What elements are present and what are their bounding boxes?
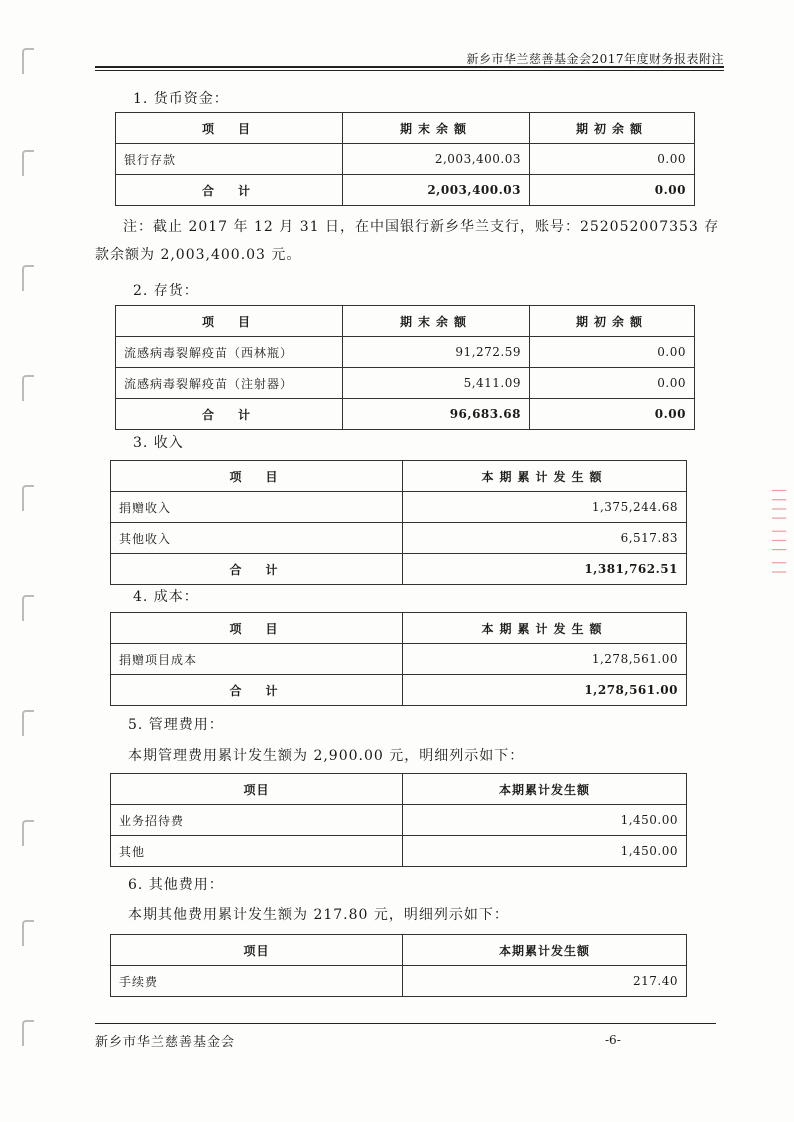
binding-hole bbox=[22, 595, 34, 621]
binding-hole bbox=[22, 710, 34, 736]
row-end-balance: 91,272.59 bbox=[343, 337, 530, 368]
section-heading: 3. 收入 bbox=[133, 435, 184, 451]
row-begin-balance: 0.00 bbox=[530, 144, 695, 175]
seal-bleed-mark: ▏▏▏▏ ▏▏▏ ▏▏ bbox=[772, 490, 786, 581]
cash-note: 注：截止 2017 年 12 月 31 日，在中国银行新乡华兰支行，账号：252052007353 存款余额为 2,003,400.03 元。 bbox=[95, 219, 720, 263]
row-item: 业务招待费 bbox=[111, 805, 403, 836]
col-header-end-balance: 期末余额 bbox=[343, 306, 530, 337]
row-item: 手续费 bbox=[111, 966, 403, 997]
cost-table bbox=[110, 612, 687, 706]
section-heading: 1. 货币资金： bbox=[133, 91, 229, 107]
col-header-amount: 本期累计发生额 bbox=[403, 613, 687, 644]
total-label: 合 计 bbox=[116, 399, 343, 430]
row-item: 流感病毒裂解疫苗（注射器） bbox=[116, 368, 343, 399]
row-item: 其他 bbox=[111, 836, 403, 867]
section-heading: 6. 其他费用： bbox=[128, 877, 224, 893]
total-end-balance: 96,683.68 bbox=[343, 399, 530, 430]
row-amount: 1,375,244.68 bbox=[403, 492, 687, 523]
row-item: 其他收入 bbox=[111, 523, 403, 554]
page-number: -6- bbox=[605, 1033, 621, 1047]
col-header-begin-balance: 期初余额 bbox=[530, 306, 695, 337]
row-item: 流感病毒裂解疫苗（西林瓶） bbox=[116, 337, 343, 368]
cash-table bbox=[115, 112, 695, 206]
header-rule bbox=[95, 66, 724, 68]
binding-hole bbox=[22, 820, 34, 846]
inventory-table bbox=[115, 305, 695, 430]
row-end-balance: 2,003,400.03 bbox=[343, 144, 530, 175]
row-item: 捐赠项目成本 bbox=[111, 644, 403, 675]
total-amount: 1,381,762.51 bbox=[403, 554, 687, 585]
binding-hole bbox=[22, 920, 34, 946]
col-header-item: 项 目 bbox=[111, 461, 403, 492]
col-header-end-balance: 期末余额 bbox=[343, 113, 530, 144]
header-rule bbox=[95, 70, 724, 71]
section-intro: 本期其他费用累计发生额为 217.80 元，明细列示如下： bbox=[128, 907, 509, 923]
total-begin-balance: 0.00 bbox=[530, 399, 695, 430]
total-label: 合 计 bbox=[116, 175, 343, 206]
total-amount: 1,278,561.00 bbox=[403, 675, 687, 706]
section-heading: 5. 管理费用： bbox=[128, 717, 224, 733]
col-header-item: 项 目 bbox=[116, 113, 343, 144]
section-intro: 本期管理费用累计发生额为 2,900.00 元，明细列示如下： bbox=[128, 748, 525, 764]
footer-org: 新乡市华兰慈善基金会 bbox=[95, 1035, 236, 1050]
binding-holes bbox=[22, 0, 36, 1122]
row-item: 银行存款 bbox=[116, 144, 343, 175]
binding-hole bbox=[22, 150, 34, 176]
row-amount: 1,450.00 bbox=[403, 836, 687, 867]
binding-hole bbox=[22, 375, 34, 401]
footer-rule bbox=[95, 1023, 716, 1024]
col-header-amount: 本期累计发生额 bbox=[403, 774, 687, 805]
total-label: 合 计 bbox=[111, 675, 403, 706]
col-header-amount: 本期累计发生额 bbox=[403, 461, 687, 492]
total-end-balance: 2,003,400.03 bbox=[343, 175, 530, 206]
section-heading: 2. 存货： bbox=[133, 283, 199, 299]
section-heading: 4. 成本： bbox=[133, 589, 199, 605]
binding-hole bbox=[22, 1020, 34, 1046]
col-header-amount: 本期累计发生额 bbox=[403, 935, 687, 966]
col-header-item: 项目 bbox=[111, 935, 403, 966]
col-header-item: 项 目 bbox=[111, 613, 403, 644]
total-label: 合 计 bbox=[111, 554, 403, 585]
col-header-item: 项目 bbox=[111, 774, 403, 805]
total-begin-balance: 0.00 bbox=[530, 175, 695, 206]
col-header-begin-balance: 期初余额 bbox=[530, 113, 695, 144]
row-item: 捐赠收入 bbox=[111, 492, 403, 523]
admin-expense-table bbox=[110, 773, 687, 867]
page-header-title: 新乡市华兰慈善基金会2017年度财务报表附注 bbox=[466, 52, 724, 66]
row-amount: 1,278,561.00 bbox=[403, 644, 687, 675]
binding-hole bbox=[22, 265, 34, 291]
col-header-item: 项 目 bbox=[116, 306, 343, 337]
binding-hole bbox=[22, 48, 34, 74]
row-amount: 1,450.00 bbox=[403, 805, 687, 836]
binding-hole bbox=[22, 485, 34, 511]
row-amount: 6,517.83 bbox=[403, 523, 687, 554]
income-table bbox=[110, 460, 687, 585]
row-end-balance: 5,411.09 bbox=[343, 368, 530, 399]
other-expense-table bbox=[110, 934, 687, 997]
row-begin-balance: 0.00 bbox=[530, 368, 695, 399]
row-begin-balance: 0.00 bbox=[530, 337, 695, 368]
row-amount: 217.40 bbox=[403, 966, 687, 997]
